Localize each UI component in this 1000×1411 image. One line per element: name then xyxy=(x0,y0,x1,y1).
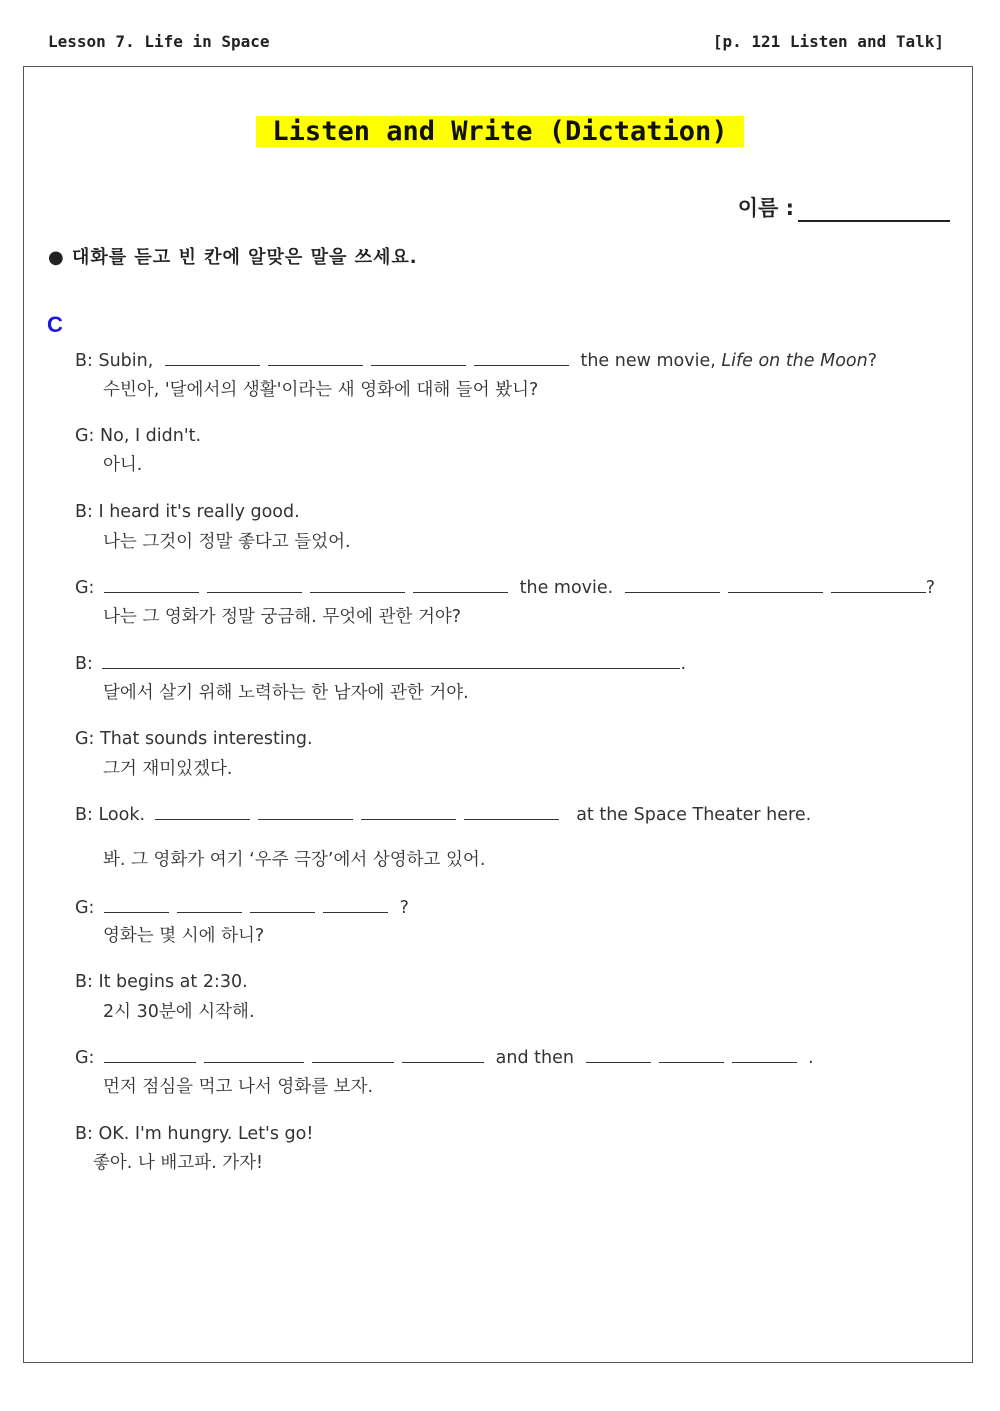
translation-2: 아니. xyxy=(103,455,143,475)
line-text: the new movie, xyxy=(580,351,716,371)
answer-blank[interactable] xyxy=(312,1046,394,1063)
answer-blank[interactable] xyxy=(413,576,508,593)
translation-7: 봐. 그 영화가 여기 ‘우주 극장’에서 상영하고 있어. xyxy=(103,850,486,870)
dialogue-line-11: B: OK. I'm hungry. Let's go! xyxy=(75,1124,314,1144)
line-text: and then xyxy=(495,1048,574,1068)
answer-blank[interactable] xyxy=(268,349,363,366)
translation-4: 나는 그 영화가 정말 궁금해. 무엇에 관한 거야? xyxy=(103,607,462,627)
dialogue-line-1 xyxy=(75,349,877,372)
speaker-text: G: xyxy=(75,1048,95,1068)
answer-blank[interactable] xyxy=(104,576,199,593)
answer-blank[interactable] xyxy=(402,1046,484,1063)
answer-blank[interactable] xyxy=(659,1046,724,1063)
worksheet-title: Listen and Write (Dictation) xyxy=(256,116,743,147)
translation-1: 수빈아, '달에서의 생활'이라는 새 영화에 대해 들어 봤니? xyxy=(103,380,539,400)
translation-8: 영화는 몇 시에 하니? xyxy=(103,926,265,946)
answer-blank[interactable] xyxy=(207,576,302,593)
answer-blank[interactable] xyxy=(102,652,680,669)
dialogue-line-7 xyxy=(75,803,811,826)
line-text: . xyxy=(680,654,687,674)
movie-title: Life on the Moon xyxy=(721,351,868,371)
dialogue-line-5 xyxy=(75,652,686,675)
dialogue-line-3: B: I heard it's really good. xyxy=(75,502,300,522)
name-row xyxy=(738,192,950,222)
line-text: . xyxy=(808,1048,814,1068)
speaker-text: B: xyxy=(75,654,93,674)
answer-blank[interactable] xyxy=(732,1046,797,1063)
speaker-text: G: xyxy=(75,898,95,918)
speaker-text: B: Look. xyxy=(75,805,146,825)
dialogue-line-6: G: That sounds interesting. xyxy=(75,729,313,749)
line-text: ? xyxy=(867,351,878,371)
answer-blank[interactable] xyxy=(361,803,456,820)
answer-blank[interactable] xyxy=(323,896,388,913)
answer-blank[interactable] xyxy=(310,576,405,593)
answer-blank[interactable] xyxy=(250,896,315,913)
name-blank[interactable] xyxy=(798,200,950,222)
page-reference: [p. 121 Listen and Talk] xyxy=(712,32,944,51)
answer-blank[interactable] xyxy=(474,349,569,366)
answer-blank[interactable] xyxy=(258,803,353,820)
dialogue-line-8 xyxy=(75,896,409,919)
line-text: at the Space Theater here. xyxy=(576,805,812,825)
section-label: C xyxy=(47,312,63,337)
speaker-text: G: xyxy=(75,578,95,598)
translation-3: 나는 그것이 정말 좋다고 들었어. xyxy=(103,532,351,552)
answer-blank[interactable] xyxy=(586,1046,651,1063)
dialogue-line-2: G: No, I didn't. xyxy=(75,426,202,446)
translation-6: 그거 재미있겠다. xyxy=(103,759,233,779)
dialogue-line-4 xyxy=(75,576,935,599)
answer-blank[interactable] xyxy=(155,803,250,820)
answer-blank[interactable] xyxy=(165,349,260,366)
answer-blank[interactable] xyxy=(104,896,169,913)
answer-blank[interactable] xyxy=(204,1046,304,1063)
answer-blank[interactable] xyxy=(104,1046,196,1063)
line-text: the movie. xyxy=(519,578,614,598)
translation-9: 2시 30분에 시작해. xyxy=(103,1002,255,1022)
translation-5: 달에서 살기 위해 노력하는 한 남자에 관한 거야. xyxy=(103,683,469,703)
answer-blank[interactable] xyxy=(464,803,559,820)
dialogue-line-9: B: It begins at 2:30. xyxy=(75,972,248,992)
translation-10: 먼저 점심을 먹고 나서 영화를 보자. xyxy=(103,1077,374,1097)
answer-blank[interactable] xyxy=(625,576,720,593)
answer-blank[interactable] xyxy=(371,349,466,366)
answer-blank[interactable] xyxy=(728,576,823,593)
answer-blank[interactable] xyxy=(177,896,242,913)
lesson-header: Lesson 7. Life in Space xyxy=(48,32,270,51)
name-label: 이름 : xyxy=(737,196,794,220)
title-wrap xyxy=(0,116,1000,147)
line-text: ? xyxy=(399,898,409,918)
speaker-text: B: Subin, xyxy=(75,351,154,371)
dialogue-line-10 xyxy=(75,1046,814,1069)
answer-blank[interactable] xyxy=(831,576,926,593)
instruction: ● 대화를 듣고 빈 칸에 알맞은 말을 쓰세요. xyxy=(48,247,418,268)
translation-11: 좋아. 나 배고파. 가자! xyxy=(93,1153,264,1173)
line-text: ? xyxy=(925,578,936,598)
